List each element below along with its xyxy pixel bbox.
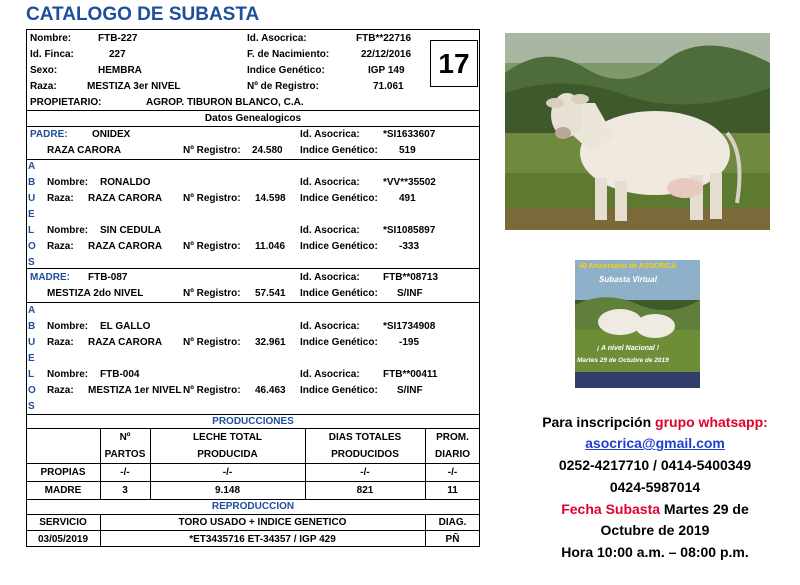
abuela-m-registro-label: Nº Registro:	[183, 385, 241, 396]
col-dias-line2: PRODUCIDOS	[331, 449, 399, 460]
col-toro: TORO USADO + INDICE GENETICO	[178, 517, 347, 528]
abuela-m-indice: S/INF	[397, 385, 423, 396]
row-leche: 9.148	[214, 485, 241, 496]
abuelos-letter: O	[28, 385, 36, 396]
registro-value: 71.061	[373, 81, 404, 92]
page-title: CATALOGO DE SUBASTA	[26, 4, 260, 25]
abuelo-indice: 491	[399, 193, 416, 204]
fecha-line	[520, 499, 790, 520]
producciones-header: PRODUCCIONES	[212, 415, 294, 427]
abuela-nombre-label: Nombre:	[47, 225, 89, 236]
abuelos-letter: B	[28, 177, 36, 188]
fecha-rest: Martes 29 de	[660, 501, 749, 517]
genetico-label: Indice Genético:	[247, 65, 325, 76]
madre-indice: S/INF	[397, 288, 423, 299]
padre-indice: 519	[399, 145, 416, 156]
abuelo-m-asocrica-label: Id. Asocrica:	[300, 321, 360, 332]
nombre-label: Nombre:	[30, 33, 72, 44]
row-dias: 821	[356, 485, 374, 496]
col-partos-line2: PARTOS	[104, 449, 146, 460]
col-dias-line1: DIAS TOTALES	[328, 432, 402, 443]
poster-line3: ¡ A nivel Nacional !	[597, 345, 660, 352]
madre-asocrica: FTB**08713	[383, 272, 439, 283]
padre-asocrica-label: Id. Asocrica:	[300, 129, 360, 140]
abuelo-registro-label: Nº Registro:	[183, 193, 241, 204]
col-prom-line1: PROM.	[436, 432, 469, 443]
padre-indice-label: Indice Genético:	[300, 145, 378, 156]
row-label: PROPIAS	[40, 467, 86, 478]
abuelo-m-indice: -195	[399, 337, 420, 348]
abuelo-nombre-label: Nombre:	[47, 177, 89, 188]
abuelos-letter: E	[28, 209, 35, 220]
abuelo-m-nombre: EL GALLO	[100, 321, 151, 332]
abuelos-letter: L	[28, 225, 35, 236]
nacimiento-label: F. de Nacimiento:	[247, 49, 330, 60]
propietario-label: PROPIETARIO:	[30, 97, 102, 108]
row-prom: -/-	[447, 467, 458, 478]
col-partos-line1: Nº	[119, 432, 131, 443]
col-leche-line1: LECHE TOTAL	[192, 432, 263, 443]
abuela-registro-label: Nº Registro:	[183, 241, 241, 252]
phones-line-2: 0424-5987014	[609, 479, 701, 495]
abuelo-m-nombre-label: Nombre:	[47, 321, 89, 332]
abuela-m-registro: 46.463	[255, 385, 286, 396]
asocrica-value: FTB**22716	[356, 33, 412, 44]
finca-value: 227	[109, 49, 126, 60]
abuelo-m-indice-label: Indice Genético:	[300, 337, 378, 348]
poster-line1: 40 Aniversario de ASOCRICA	[579, 263, 677, 270]
abuela-m-nombre-label: Nombre:	[47, 369, 89, 380]
nacimiento-value: 22/12/2016	[361, 49, 412, 60]
sexo-label: Sexo:	[30, 65, 58, 76]
padre-nombre: ONIDEX	[92, 129, 131, 140]
lot-number: 17	[430, 40, 478, 87]
registro-label: Nº de Registro:	[247, 81, 319, 92]
row-leche: -/-	[222, 467, 233, 478]
genealogy-header: Datos Genealogicos	[204, 113, 302, 124]
abuela-m-raza: MESTIZA 1er NIVEL	[88, 385, 182, 396]
abuelo-m-registro: 32.961	[255, 337, 286, 348]
abuela-nombre: SIN CEDULA	[100, 225, 162, 236]
madre-registro: 57.541	[255, 288, 286, 299]
finca-label: Id. Finca:	[30, 49, 74, 60]
propietario-value: AGROP. TIBURON BLANCO, C.A.	[146, 97, 304, 108]
abuelo-m-raza: RAZA CARORA	[88, 337, 163, 348]
abuelos-letter: S	[28, 257, 35, 268]
abuela-m-indice-label: Indice Genético:	[300, 385, 378, 396]
fecha-label: Fecha Subasta	[561, 501, 661, 517]
abuelo-asocrica: *VV**35502	[383, 177, 436, 188]
padre-registro-label: Nº Registro:	[183, 145, 241, 156]
abuela-asocrica: *SI1085897	[383, 225, 436, 236]
abuela-m-asocrica: FTB**00411	[383, 369, 438, 380]
abuelo-registro: 14.598	[255, 193, 286, 204]
padre-raza: RAZA CARORA	[47, 145, 122, 156]
madre-raza: MESTIZA 2do NIVEL	[47, 288, 144, 299]
abuelos-letter: S	[28, 401, 35, 412]
abuelo-asocrica-label: Id. Asocrica:	[300, 177, 360, 188]
toro-value: *ET3435716 ET-34357 / IGP 429	[189, 533, 336, 545]
cow-photo	[505, 33, 770, 230]
genetico-value: IGP 149	[368, 65, 405, 76]
reproduccion-header: REPRODUCCION	[211, 501, 295, 512]
abuela-m-asocrica-label: Id. Asocrica:	[300, 369, 360, 380]
raza-value: MESTIZA 3er NIVEL	[87, 81, 181, 92]
abuelo-m-asocrica: *SI1734908	[383, 321, 436, 332]
nombre-value: FTB-227	[98, 33, 138, 44]
row-label: MADRE	[44, 485, 82, 496]
col-prom-line2: DIARIO	[435, 449, 470, 460]
diag-value: PÑ	[445, 533, 460, 545]
servicio-value: 03/05/2019	[37, 533, 89, 545]
raza-label: Raza:	[30, 81, 57, 92]
padre-asocrica: *SI1633607	[383, 129, 436, 140]
inscripcion-line	[520, 412, 790, 433]
row-dias: -/-	[360, 467, 370, 478]
abuela-registro: 11.046	[255, 241, 286, 252]
padre-registro: 24.580	[252, 145, 283, 156]
madre-indice-label: Indice Genético:	[300, 288, 378, 299]
inscripcion-prefix: Para inscripción	[542, 414, 656, 430]
col-servicio: SERVICIO	[39, 517, 87, 528]
abuelo-nombre: RONALDO	[100, 177, 151, 188]
abuelos-letter: E	[28, 353, 35, 364]
row-prom: 11	[447, 485, 458, 496]
abuelos-letter: U	[28, 337, 36, 348]
col-leche-line2: PRODUCIDA	[197, 449, 258, 460]
padre-label: PADRE:	[30, 129, 68, 140]
fecha-line-2: Octubre de 2019	[600, 522, 710, 538]
abuela-m-nombre: FTB-004	[100, 369, 140, 380]
asocrica-label: Id. Asocrica:	[247, 33, 307, 44]
abuelos-letter: U	[28, 193, 36, 204]
abuela-raza: RAZA CARORA	[88, 241, 163, 252]
abuelos-letter: O	[28, 241, 36, 252]
madre-nombre: FTB-087	[88, 272, 128, 283]
sexo-value: HEMBRA	[98, 65, 142, 76]
abuela-raza-label: Raza:	[47, 241, 74, 252]
abuelos-letter: L	[28, 369, 35, 380]
whatsapp-label: grupo whatsapp:	[655, 414, 768, 430]
poster-line2: Subasta Virtual	[599, 275, 657, 284]
abuelo-raza-label: Raza:	[47, 193, 74, 204]
madre-asocrica-label: Id. Asocrica:	[300, 272, 360, 283]
abuela-asocrica-label: Id. Asocrica:	[300, 225, 360, 236]
abuelo-indice-label: Indice Genético:	[300, 193, 378, 204]
phones-line-1: 0252-4217710 / 0414-5400349	[558, 457, 752, 473]
abuelos-letter: A	[28, 305, 36, 316]
row-partos: 3	[122, 485, 128, 496]
poster-line4: Martes 29 de Octubre de 2019	[577, 357, 669, 364]
abuelos-letter: B	[28, 321, 36, 332]
abuela-indice: -333	[399, 241, 420, 252]
row-partos: -/-	[120, 467, 130, 478]
abuelo-raza: RAZA CARORA	[88, 193, 163, 204]
abuela-m-raza-label: Raza:	[47, 385, 74, 396]
abuelo-m-raza-label: Raza:	[47, 337, 74, 348]
abuelos-letter: A	[28, 161, 36, 172]
email-line	[520, 433, 790, 454]
abuelo-m-registro-label: Nº Registro:	[183, 337, 241, 348]
abuela-indice-label: Indice Genético:	[300, 241, 378, 252]
col-diag: DIAG.	[438, 517, 467, 528]
hora-line: Hora 10:00 a.m. – 08:00 p.m.	[561, 544, 749, 560]
madre-registro-label: Nº Registro:	[183, 288, 241, 299]
auction-poster	[575, 260, 700, 388]
madre-label: MADRE:	[30, 272, 70, 283]
email-link[interactable]: asocrica@gmail.com	[585, 435, 725, 451]
